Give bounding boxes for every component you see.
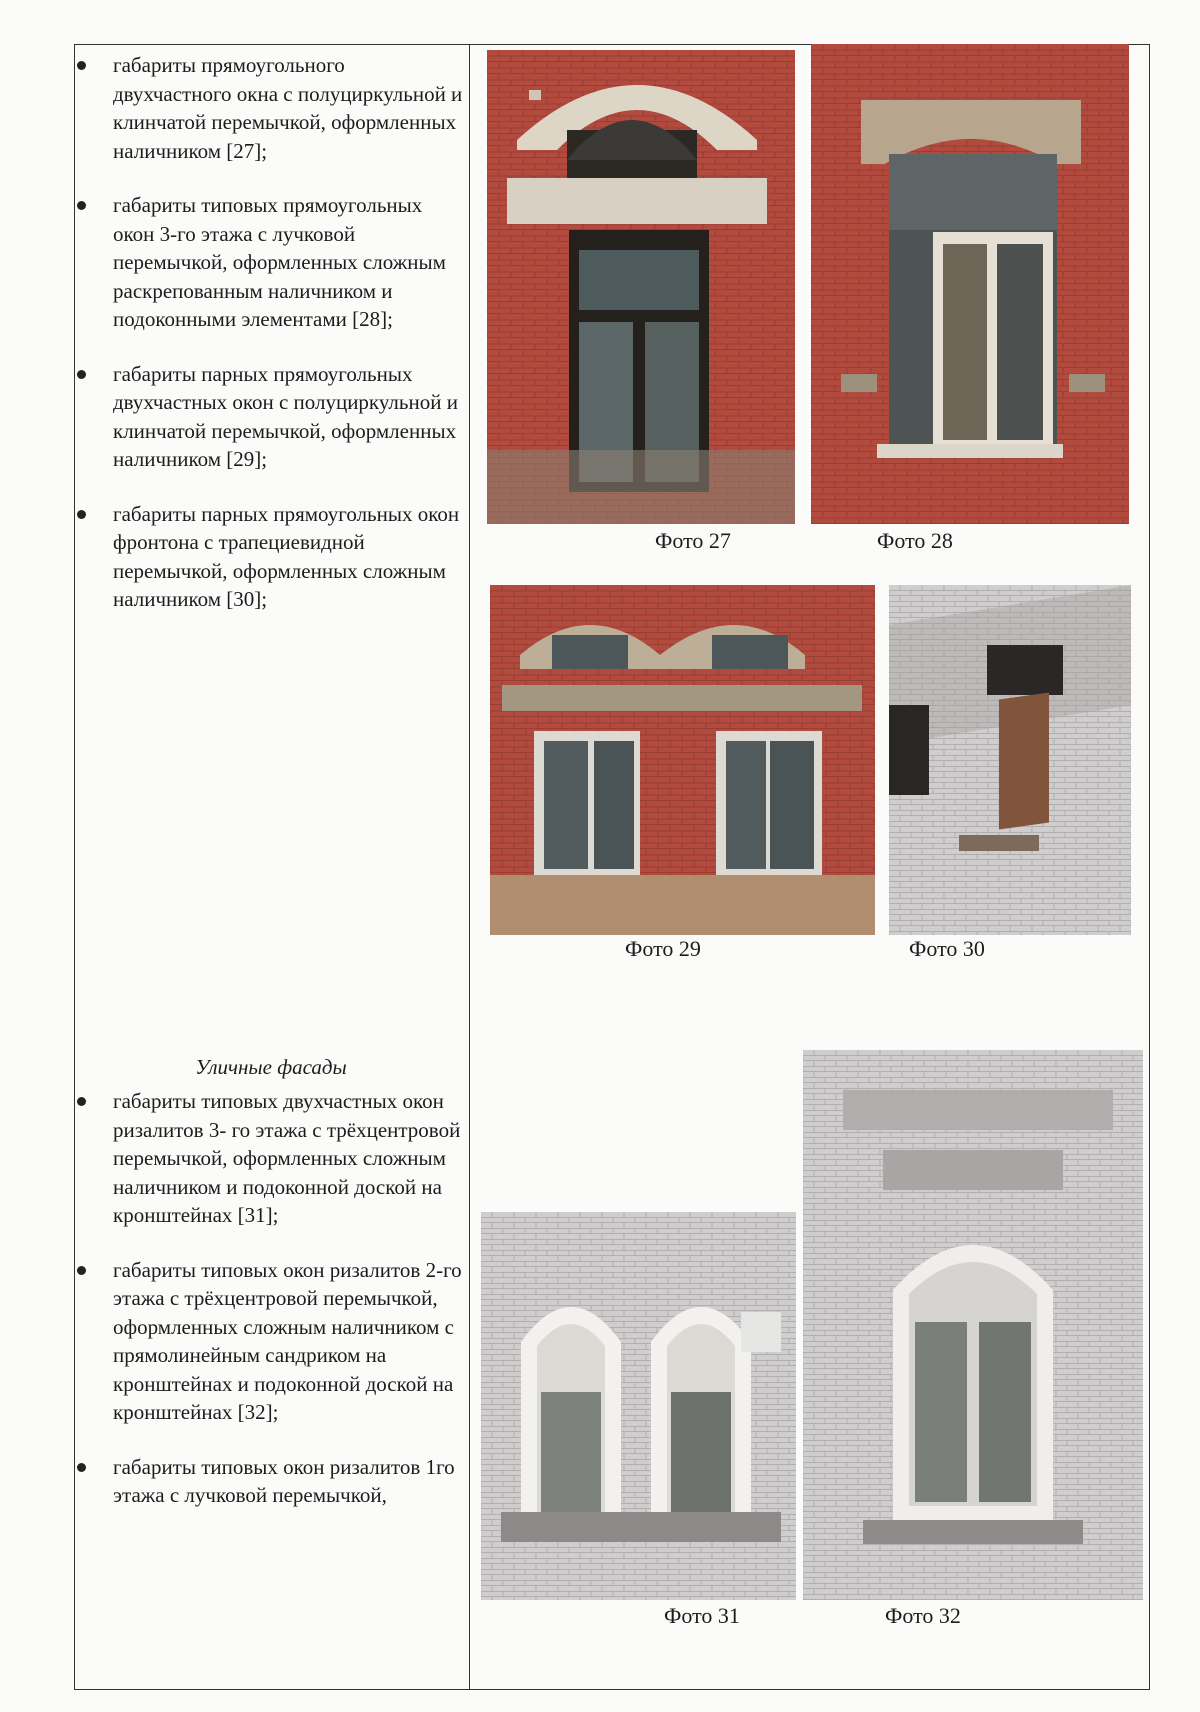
photo-32-caption: Фото 32 bbox=[885, 1603, 961, 1628]
photo-28 bbox=[811, 44, 1129, 524]
photo-30-caption: Фото 30 bbox=[909, 936, 985, 961]
bullet-icon bbox=[77, 510, 86, 519]
column-divider bbox=[469, 45, 470, 1689]
bullet-icon bbox=[77, 61, 86, 70]
photo-29 bbox=[490, 585, 875, 935]
bullet-list-2 bbox=[75, 1087, 467, 1510]
photo-30 bbox=[889, 585, 1131, 935]
photo-27-caption: Фото 27 bbox=[655, 528, 731, 553]
photo-31-caption: Фото 31 bbox=[664, 1603, 740, 1628]
photo-29-caption: Фото 29 bbox=[625, 936, 701, 961]
list-item: габариты парных прямоугольных двухчастных окон с полуциркульной и клинчатой перемычкой, оформленных наличником [29]; bbox=[75, 360, 467, 474]
list-item: габариты типовых окон ризалитов 1го этажа с лучковой перемычкой, bbox=[75, 1453, 467, 1510]
bullet-icon bbox=[77, 370, 86, 379]
list-item: габариты типовых прямоугольных окон 3-го этажа с лучковой перемычкой, оформленных сложным раскрепованным наличником и подоконными элементами [28]; bbox=[75, 191, 467, 334]
list-item: габариты типовых окон ризалитов 2-го этажа с трёхцентровой перемычкой, оформленных сложным наличником с прямолинейным сандриком на кронштейнах и подоконной доской на кронштейнах [32]; bbox=[75, 1256, 467, 1427]
photo-31 bbox=[481, 1212, 796, 1600]
bullet-icon bbox=[77, 201, 86, 210]
list-item: габариты типовых двухчастных окон ризалитов 3- го этажа с трёхцентровой перемычкой, оформленных сложным наличником и подоконной доской на кронштейнах [31]; bbox=[75, 1087, 467, 1230]
photo-32 bbox=[803, 1050, 1143, 1600]
bullet-list-1 bbox=[75, 51, 467, 614]
bullet-icon bbox=[77, 1463, 86, 1472]
bullet-icon bbox=[77, 1097, 86, 1106]
list-item: габариты парных прямоугольных окон фронтона с трапециевидной перемычкой, оформленных сложным наличником [30]; bbox=[75, 500, 467, 614]
list-item: габариты прямоугольного двухчастного окна с полуциркульной и клинчатой перемычкой, оформленных наличником [27]; bbox=[75, 51, 467, 165]
photo-28-caption: Фото 28 bbox=[877, 528, 953, 553]
photo-27 bbox=[487, 50, 795, 524]
section-heading: Уличные фасады bbox=[195, 1055, 347, 1079]
bullet-icon bbox=[77, 1266, 86, 1275]
